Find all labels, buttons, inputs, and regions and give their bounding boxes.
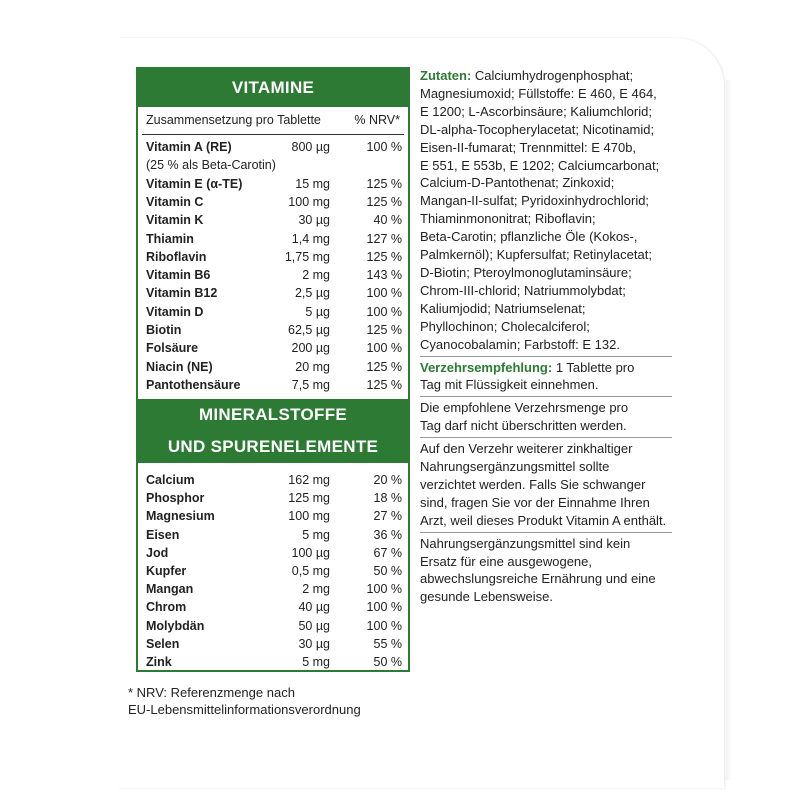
text-line: Mangan-II-sulfat; Pyridoxinhydrochlorid;: [420, 193, 650, 209]
nutrient-nrv: 125 %: [366, 176, 402, 191]
nutrient-name: Biotin: [146, 323, 182, 337]
text-line: Thiaminmononitrat; Riboflavin;: [420, 211, 596, 227]
nutrient-row: [146, 340, 402, 356]
verzehr-first-line: [420, 359, 680, 377]
nutrient-amount: 200 µg: [291, 341, 330, 356]
nutrient-amount: 40 µg: [298, 600, 330, 615]
nutrient-amount: 5 µg: [305, 304, 330, 319]
nutrient-row: [146, 194, 402, 210]
nutrient-amount: 162 mg: [288, 473, 330, 487]
text-line: Auf den Verzehr weiterer zinkhaltiger: [420, 441, 633, 457]
nutrient-nrv: 100 %: [366, 618, 402, 633]
zutaten-first-text: Calciumhydrogenphosphat;: [471, 68, 634, 83]
nutrient-name: Jod: [146, 545, 169, 560]
zutaten-lines: [420, 85, 680, 354]
divider: [420, 437, 672, 438]
nutrient-row: [146, 249, 402, 265]
nutrient-nrv: 100 %: [366, 582, 402, 597]
nutrient-nrv: 55 %: [373, 636, 402, 651]
nutrient-name: Kupfer: [146, 564, 187, 578]
nutrient-row: [146, 359, 402, 375]
nutrient-name: Vitamin D: [146, 304, 204, 319]
nutrient-amount: 5 mg: [302, 655, 330, 669]
nutrient-row: [146, 490, 402, 506]
hinweise: [420, 396, 680, 606]
nutrient-row: [146, 618, 402, 634]
nutrient-amount: 2,5 µg: [294, 286, 330, 301]
nutrient-amount: 20 mg: [295, 359, 330, 374]
nutrient-amount: 62,5 µg: [288, 323, 330, 337]
text-line: E 1200; L-Ascorbinsäure; Kaliumchlorid;: [420, 103, 652, 119]
nutrient-amount: 1,75 mg: [284, 249, 330, 264]
nutrient-amount: 1,4 mg: [291, 231, 330, 246]
header-divider: [142, 134, 404, 135]
nrv-footnote: [128, 684, 418, 718]
nutrient-nrv: 125 %: [366, 194, 402, 209]
nutrient-name: Eisen: [146, 527, 180, 542]
nutrient-row: [146, 322, 402, 338]
nrv-header: % NRV*: [354, 113, 400, 127]
text-line: Kaliumjodid; Natriumselenat;: [420, 300, 586, 316]
text-line: Eisen-II-fumarat; Trennmittel: E 470b,: [420, 139, 637, 155]
nutrient-amount: 50 µg: [298, 618, 330, 633]
zutaten-paragraph: [420, 67, 680, 354]
text-line: Calcium-D-Pantothenat; Zinkoxid;: [420, 175, 615, 191]
nutrition-table: [136, 67, 410, 672]
nutrient-amount: 0,5 mg: [291, 564, 330, 578]
nutrient-note: (25 % als Beta-Carotin): [146, 158, 276, 173]
text-line: E 551, E 553b, E 1202; Calciumcarbonat;: [420, 157, 660, 173]
text-line: Chrom-III-chlorid; Natriummolybdat;: [420, 282, 626, 298]
mineralstoffe-title-line2: UND SPURENELEMENTE: [167, 437, 379, 456]
nutrient-name: Vitamin B12: [146, 286, 218, 301]
nutrient-name: Zink: [146, 655, 172, 669]
nutrient-nrv: 143 %: [366, 268, 402, 283]
mineralstoffe-banner: [138, 399, 408, 463]
nutrient-nrv: 27 %: [373, 509, 402, 524]
nutrient-nrv: 125 %: [366, 377, 402, 392]
nutrient-row: [146, 581, 402, 597]
nutrient-amount: 15 mg: [295, 176, 330, 191]
nutrient-nrv: 20 %: [373, 473, 402, 487]
text-line: Nahrungsergänzungsmittel sollte: [420, 459, 610, 475]
text-line: Tag mit Flüssigkeit einnehmen.: [420, 377, 599, 393]
text-line: Beta-Carotin; pflanzliche Öle (Kokos-,: [420, 229, 638, 245]
nutrient-amount: 30 µg: [298, 213, 330, 228]
nutrient-row: [146, 636, 402, 652]
nutrient-amount: 100 µg: [291, 545, 330, 560]
nutrient-name: Vitamin A (RE): [146, 140, 232, 154]
text-line: Ersatz für eine ausgewogene,: [420, 553, 592, 569]
nutrient-row: [146, 563, 402, 579]
text-line: sind, fragen Sie vor der Einnahme Ihren: [420, 494, 650, 510]
footnote-line1: * NRV: Referenzmenge nach: [128, 685, 295, 700]
ingredients-panel: [420, 67, 680, 607]
divider: [420, 356, 672, 357]
nutrient-name: Vitamin E (α-TE): [146, 176, 243, 191]
nutrient-name: Molybdän: [146, 618, 205, 633]
nutrient-nrv: 67 %: [373, 545, 402, 560]
nutrient-name: Selen: [146, 636, 180, 651]
nutrient-row: [146, 285, 402, 301]
hinweis-paragraph: [420, 535, 680, 607]
verzehr-first-text: 1 Tablette pro: [552, 359, 635, 375]
nutrient-row: [146, 545, 402, 561]
nutrient-name: Folsäure: [146, 341, 199, 356]
nutrient-nrv: 36 %: [373, 527, 402, 542]
text-line: Tag darf nicht überschritten werden.: [420, 418, 627, 434]
nutrient-nrv: 18 %: [373, 491, 402, 506]
nutrient-row: [146, 176, 402, 192]
nutrient-amount: 2 mg: [302, 268, 330, 283]
divider: [420, 532, 672, 533]
nutrient-row: [146, 304, 402, 320]
nutrient-amount: 2 mg: [302, 582, 330, 597]
text-line: Phyllochinon; Cholecalciferol;: [420, 318, 590, 334]
nutrient-amount: 100 mg: [288, 509, 330, 524]
nutrient-row: [146, 212, 402, 228]
nutrient-name: Vitamin K: [146, 213, 204, 228]
vitamine-title: VITAMINE: [231, 78, 315, 97]
nutrient-name: Magnesium: [146, 509, 215, 524]
nutrient-amount: 800 µg: [291, 140, 330, 154]
nutrient-name: Mangan: [146, 582, 194, 597]
hinweis-paragraph: [420, 399, 680, 435]
composition-header: Zusammensetzung pro Tablette: [146, 113, 321, 127]
nutrient-nrv: 100 %: [366, 600, 402, 615]
nutrient-nrv: 127 %: [366, 231, 402, 246]
nutrient-name: Calcium: [146, 473, 195, 487]
nutrient-nrv: 40 %: [373, 213, 402, 228]
nutrient-name: Vitamin B6: [146, 268, 211, 283]
divider: [420, 396, 672, 397]
vitamine-table-header: [146, 113, 400, 133]
nutrient-row: [146, 599, 402, 615]
nutrient-nrv: 125 %: [366, 249, 402, 264]
mineralstoffe-title-line1: MINERALSTOFFE: [198, 405, 348, 424]
nutrient-name: Niacin (NE): [146, 359, 213, 374]
nutrient-nrv: 100 %: [366, 341, 402, 356]
nutrient-nrv: 125 %: [366, 359, 402, 374]
text-line: gesunde Lebensweise.: [420, 589, 553, 605]
zutaten-label: Zutaten:: [420, 68, 472, 83]
nutrient-nrv: 125 %: [366, 323, 402, 337]
nutrient-row: [146, 508, 402, 524]
nutrient-nrv: 100 %: [366, 304, 402, 319]
label-edge-shadow: [726, 80, 732, 780]
hinweis-paragraph: [420, 440, 680, 530]
nutrient-row: [146, 472, 402, 488]
text-line: Cyanocobalamin; Farbstoff: E 132.: [420, 336, 620, 352]
nutrient-row: [146, 139, 402, 155]
nutrient-amount: 125 mg: [288, 491, 330, 506]
nutrient-name: Thiamin: [146, 231, 194, 246]
nutrient-row: [146, 157, 402, 173]
zutaten-first-line: [420, 67, 680, 85]
text-line: verzichtet werden. Falls Sie schwanger: [420, 476, 646, 492]
nutrient-nrv: 100 %: [366, 140, 402, 154]
text-line: D-Biotin; Pteroylmonoglutaminsäure;: [420, 264, 632, 280]
nutrient-amount: 7,5 mg: [291, 377, 330, 392]
nutrient-amount: 5 mg: [302, 527, 330, 542]
text-line: abwechslungsreiche Ernährung und eine: [420, 571, 656, 587]
text-line: Nahrungsergänzungsmittel sind kein: [420, 535, 631, 551]
nutrient-row: [146, 377, 402, 393]
nutrient-amount: 100 mg: [288, 194, 330, 209]
nutrient-amount: 30 µg: [298, 636, 330, 651]
vitamine-banner: [138, 69, 408, 107]
footnote-line2: EU-Lebensmittelinformationsverordnung: [128, 702, 361, 717]
nutrient-row: [146, 527, 402, 543]
nutrient-nrv: 50 %: [373, 655, 402, 669]
text-line: Die empfohlene Verzehrsmenge pro: [420, 400, 629, 416]
nutrient-row: [146, 654, 402, 670]
nutrient-name: Chrom: [146, 600, 187, 615]
nutrient-row: [146, 267, 402, 283]
verzehr-label: Verzehrsempfehlung:: [420, 359, 553, 375]
nutrient-name: Phosphor: [146, 491, 205, 506]
nutrient-name: Pantothensäure: [146, 377, 241, 392]
text-line: Palmkernöl); Kupfersulfat; Retinylacetat;: [420, 247, 652, 263]
text-line: DL-alpha-Tocopherylacetat; Nicotinamid;: [420, 121, 655, 137]
nutrient-nrv: 50 %: [373, 564, 402, 578]
text-line: Arzt, weil dieses Produkt Vitamin A enthält.: [420, 512, 667, 528]
verzehr-lines: [420, 376, 680, 394]
verzehr-paragraph: [420, 359, 680, 395]
nutrient-name: Vitamin C: [146, 194, 204, 209]
nutrient-name: Riboflavin: [146, 249, 207, 264]
text-line: Magnesiumoxid; Füllstoffe: E 460, E 464,: [420, 85, 657, 101]
nutrient-nrv: 100 %: [366, 286, 402, 301]
nutrient-row: [146, 231, 402, 247]
